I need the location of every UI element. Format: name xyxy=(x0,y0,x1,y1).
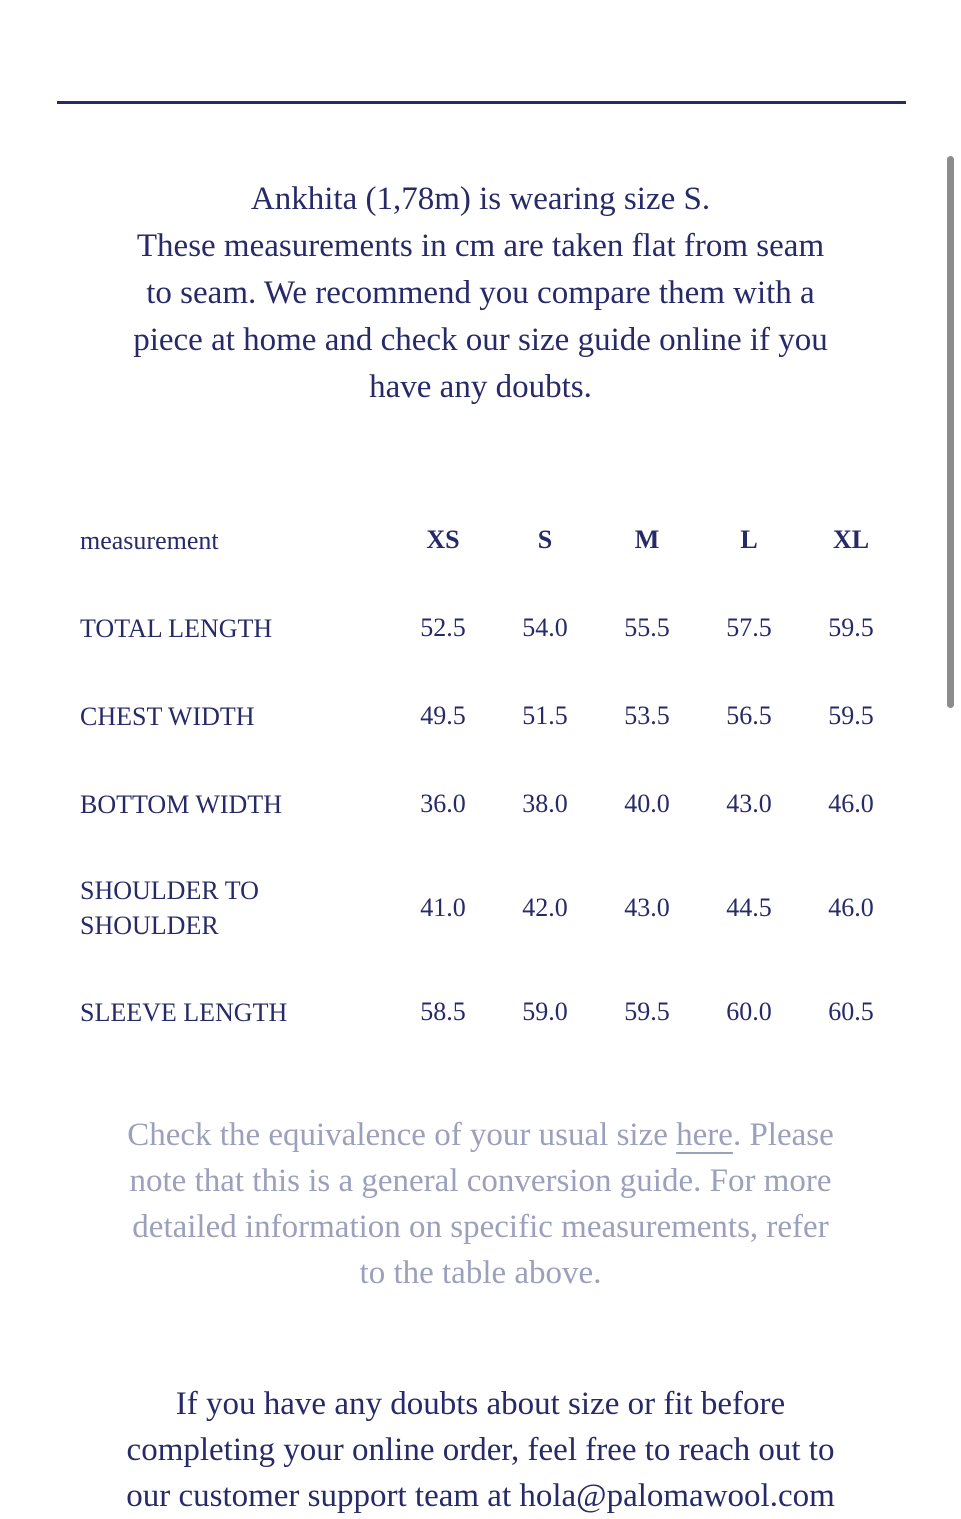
size-value: 55.5 xyxy=(624,613,670,642)
column-header-size-xl: XL xyxy=(832,525,870,554)
row-values xyxy=(392,613,902,643)
size-value: 51.5 xyxy=(522,701,568,730)
table-row-chest-width xyxy=(80,672,902,760)
size-value: 43.0 xyxy=(624,893,670,922)
support-note-line: If you have any doubts about size or fit before xyxy=(175,1386,786,1422)
intro-line: have any doubts. xyxy=(369,369,592,405)
size-value: 43.0 xyxy=(726,789,772,818)
size-value: 36.0 xyxy=(420,789,466,818)
intro-line: piece at home and check our size guide online if you xyxy=(133,322,828,358)
row-label: SHOULDER TO SHOULDER xyxy=(80,876,259,940)
size-value: 38.0 xyxy=(522,789,568,818)
size-value: 46.0 xyxy=(828,789,874,818)
size-value: 54.0 xyxy=(522,613,568,642)
row-label: CHEST WIDTH xyxy=(80,701,255,731)
column-header-size-xs: XS xyxy=(426,525,460,554)
size-value: 59.5 xyxy=(828,613,874,642)
size-table xyxy=(80,496,902,1056)
scrollbar-thumb[interactable] xyxy=(947,156,954,708)
size-value: 59.5 xyxy=(828,701,874,730)
row-label: SLEEVE LENGTH xyxy=(80,997,288,1027)
size-conversion-link[interactable]: here xyxy=(676,1117,733,1153)
size-header-group xyxy=(392,525,902,555)
intro-line: Ankhita (1,78m) is wearing size S. xyxy=(250,181,711,217)
size-value: 60.0 xyxy=(726,997,772,1026)
conversion-note-text: . Please xyxy=(732,1117,834,1153)
size-table-header-row xyxy=(80,496,902,584)
size-value: 49.5 xyxy=(420,701,466,730)
size-value: 57.5 xyxy=(726,613,772,642)
size-value: 42.0 xyxy=(522,893,568,922)
support-note xyxy=(0,1381,961,1519)
size-value: 52.5 xyxy=(420,613,466,642)
intro-line: to seam. We recommend you compare them with a xyxy=(146,275,815,311)
row-label: TOTAL LENGTH xyxy=(80,613,273,643)
support-note-line: completing your online order, feel free to reach out to xyxy=(126,1432,835,1468)
column-header-size-m: M xyxy=(634,525,660,554)
size-value: 41.0 xyxy=(420,893,466,922)
size-value: 40.0 xyxy=(624,789,670,818)
size-value: 59.0 xyxy=(522,997,568,1026)
conversion-note-line xyxy=(0,1112,961,1158)
size-value: 44.5 xyxy=(726,893,772,922)
conversion-note-line: to the table above. xyxy=(359,1255,602,1291)
column-header-measurement: measurement xyxy=(80,525,219,555)
table-row-shoulder-to-shoulder xyxy=(80,848,902,968)
size-value: 60.5 xyxy=(828,997,874,1026)
row-values xyxy=(392,701,902,731)
table-row-total-length xyxy=(80,584,902,672)
row-values xyxy=(392,789,902,819)
row-label: BOTTOM WIDTH xyxy=(80,789,282,819)
size-value: 59.5 xyxy=(624,997,670,1026)
table-row-sleeve-length xyxy=(80,968,902,1056)
conversion-note-line: detailed information on specific measurements, refer xyxy=(132,1209,829,1245)
column-header-size-s: S xyxy=(537,525,553,554)
conversion-note-text: Check the equivalence of your usual size xyxy=(127,1117,677,1153)
conversion-note-line: note that this is a general conversion guide. For more xyxy=(129,1163,832,1199)
column-header-size-l: L xyxy=(740,525,758,554)
conversion-note xyxy=(0,1112,961,1296)
size-value: 58.5 xyxy=(420,997,466,1026)
size-value: 53.5 xyxy=(624,701,670,730)
support-note-line: our customer support team at hola@palomawool.com xyxy=(126,1478,835,1514)
intro-text xyxy=(0,176,961,411)
intro-line: These measurements in cm are taken flat from seam xyxy=(136,228,825,264)
size-value: 56.5 xyxy=(726,701,772,730)
top-divider xyxy=(57,101,906,104)
size-value: 46.0 xyxy=(828,893,874,922)
row-values xyxy=(392,893,902,923)
table-row-bottom-width xyxy=(80,760,902,848)
row-values xyxy=(392,997,902,1027)
